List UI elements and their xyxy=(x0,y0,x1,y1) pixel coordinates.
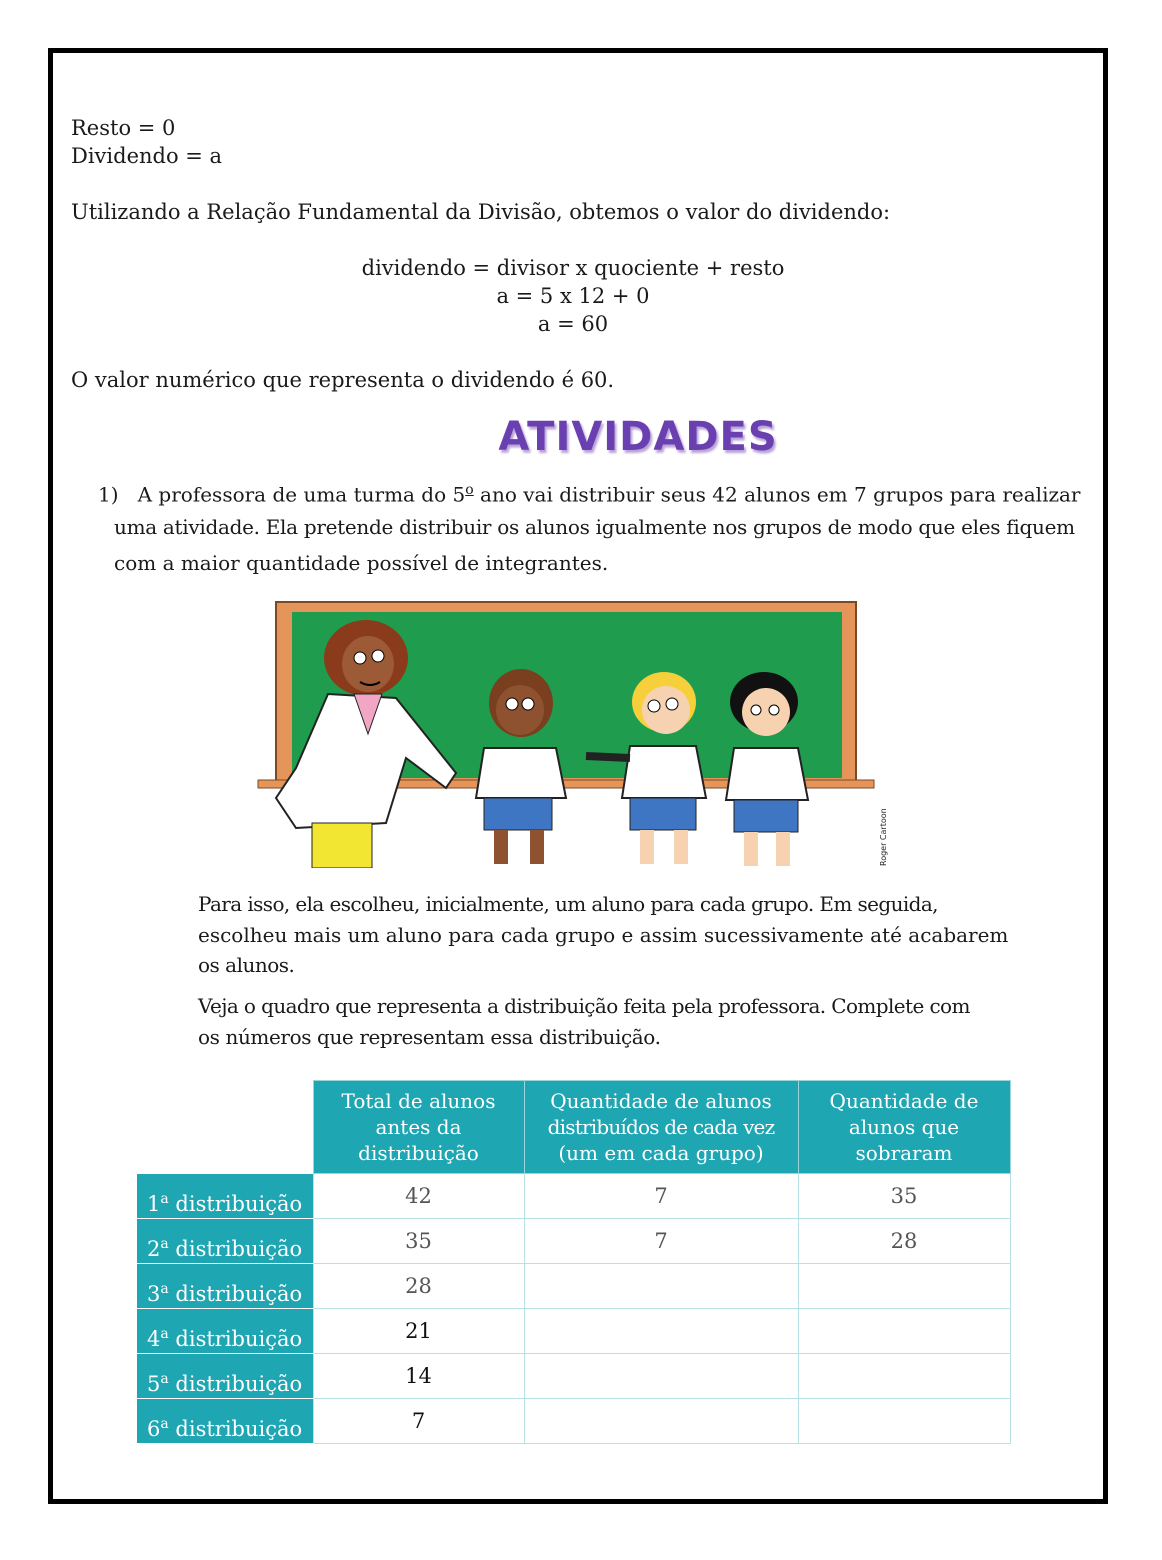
cell-total: 7 xyxy=(313,1399,524,1444)
table-row xyxy=(137,1309,1010,1354)
cell-left[interactable] xyxy=(798,1264,1010,1309)
cell-left[interactable] xyxy=(798,1399,1010,1444)
relation-line: Utilizando a Relação Fundamental da Divisão, obtemos o valor do dividendo: xyxy=(71,200,891,224)
cell-total: 42 xyxy=(313,1174,524,1219)
row-label: 6$^a$ distribuição xyxy=(137,1399,313,1444)
table-row xyxy=(137,1399,1010,1444)
cell-total: 28 xyxy=(313,1264,524,1309)
cell-given[interactable]: 7 xyxy=(524,1174,798,1219)
formula-line-3: a = 60 xyxy=(537,312,609,336)
cell-total: 21 xyxy=(313,1309,524,1354)
question-text-line-1 xyxy=(98,476,1080,509)
row-label: 4$^a$ distribuição xyxy=(137,1309,313,1354)
cell-left[interactable] xyxy=(798,1354,1010,1399)
formula-line-2: a = 5 x 12 + 0 xyxy=(496,284,650,308)
cell-total: 14 xyxy=(313,1354,524,1399)
question-text-line-2: uma atividade. Ela pretende distribuir os alunos igualmente nos grupos de modo que eles fiquem xyxy=(114,515,1075,539)
table-row xyxy=(137,1264,1010,1309)
header-leftover: Quantidade de alunos que sobraram xyxy=(798,1081,1010,1174)
table-row xyxy=(137,1354,1010,1399)
para1-line-1: Para isso, ela escolheu, inicialmente, um aluno para cada grupo. Em seguida, xyxy=(198,892,938,916)
table-header-row xyxy=(137,1081,1010,1174)
row-label: 2$^a$ distribuição xyxy=(137,1219,313,1264)
row-label: 3$^a$ distribuição xyxy=(137,1264,313,1309)
question-line1-post: ano vai distribuir seus 42 alunos em 7 grupos para realizar xyxy=(473,482,1081,507)
question-text-line-3: com a maior quantidade possível de integrantes. xyxy=(114,551,609,575)
distribution-table xyxy=(137,1080,1011,1444)
para2-line-2: os números que representam essa distribuição. xyxy=(198,1025,661,1049)
cell-total: 35 xyxy=(313,1219,524,1264)
cell-given[interactable] xyxy=(524,1354,798,1399)
cell-left[interactable]: 35 xyxy=(798,1174,1010,1219)
illustration-credit: Roger Cartoon xyxy=(879,808,888,866)
para1-line-2: escolheu mais um aluno para cada grupo e assim sucessivamente até acabarem xyxy=(198,923,1009,947)
classroom-illustration xyxy=(256,598,896,868)
section-heading: ATIVIDADES xyxy=(498,414,778,460)
para1-line-3: os alunos. xyxy=(198,953,295,977)
header-blank xyxy=(137,1081,313,1174)
question-line1-pre: A professora de uma turma do 5 xyxy=(137,482,466,507)
table-row xyxy=(137,1174,1010,1219)
table-row xyxy=(137,1219,1010,1264)
boy-figure xyxy=(476,669,566,864)
formula-line-1: dividendo = divisor x quociente + resto xyxy=(361,256,785,280)
question-ordinal: o xyxy=(465,482,474,498)
resto-line: Resto = 0 xyxy=(71,116,176,140)
para2-line-1: Veja o quadro que representa a distribuição feita pela professora. Complete com xyxy=(198,994,970,1018)
header-distributed: Quantidade de alunos distribuídos de cada vez (um em cada grupo) xyxy=(524,1081,798,1174)
cell-given[interactable] xyxy=(524,1309,798,1354)
row-label: 5$^a$ distribuição xyxy=(137,1354,313,1399)
cell-left[interactable] xyxy=(798,1309,1010,1354)
header-total: Total de alunos antes da distribuição xyxy=(313,1081,524,1174)
conclusion-line: O valor numérico que representa o dividendo é 60. xyxy=(71,368,615,392)
girl-figure xyxy=(726,672,808,866)
cell-given[interactable]: 7 xyxy=(524,1219,798,1264)
cell-left[interactable]: 28 xyxy=(798,1219,1010,1264)
row-label: 1$^a$ distribuição xyxy=(137,1174,313,1219)
dividendo-line: Dividendo = a xyxy=(71,144,223,168)
cell-given[interactable] xyxy=(524,1399,798,1444)
question-number: 1) xyxy=(98,482,119,507)
cell-given[interactable] xyxy=(524,1264,798,1309)
